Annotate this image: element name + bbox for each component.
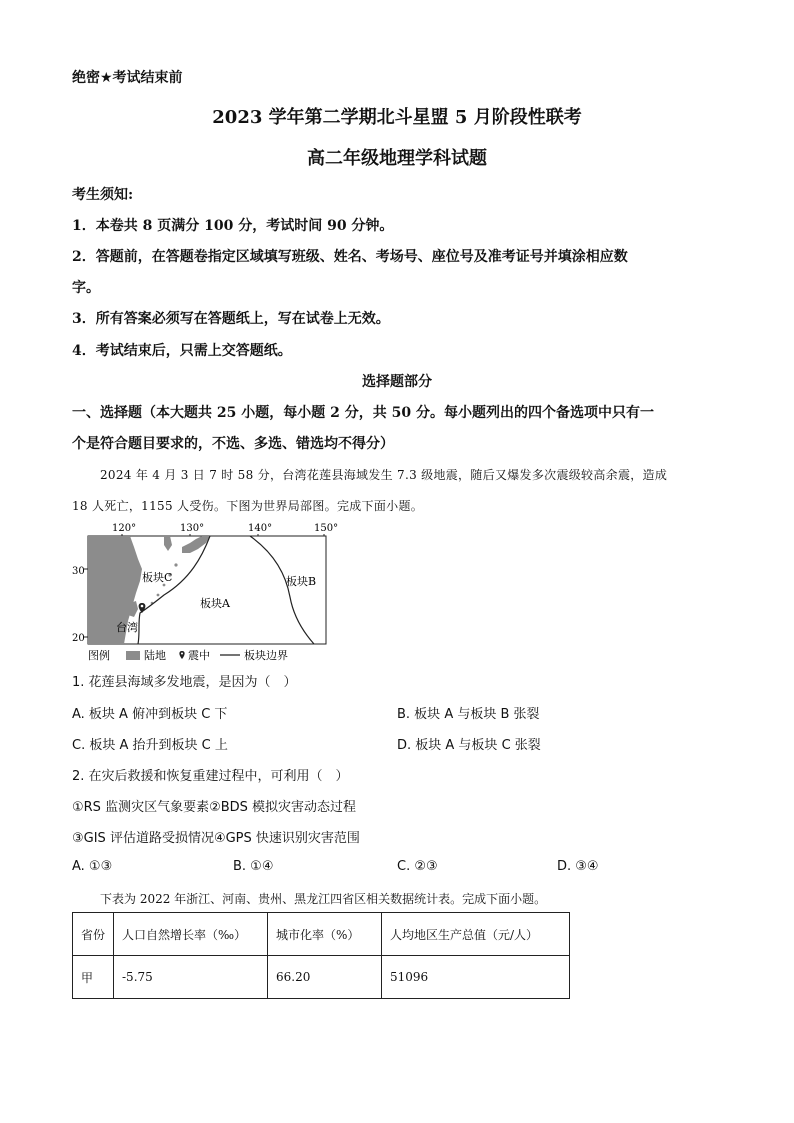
table-cell: 51096 — [382, 956, 570, 999]
page-title: 2023 学年第二学期北斗星盟 5 月阶段性联考 — [212, 107, 582, 128]
q1-option-b[interactable]: B. 板块 A 与板块 B 张裂 — [397, 707, 540, 722]
legend-title: 图例 — [88, 649, 110, 662]
q1-option-a[interactable]: A. 板块 A 俯冲到板块 C 下 — [72, 707, 228, 722]
q1-option-c[interactable]: C. 板块 A 抬升到板块 C 上 — [72, 738, 228, 753]
plate-b-label: 板块B — [286, 575, 317, 588]
page-subtitle: 高二年级地理学科试题 — [307, 148, 487, 169]
legend-boundary-label: 板块边界 — [244, 649, 288, 662]
passage-1-line-1: 2024 年 4 月 3 日 7 时 58 分，台湾花莲县海域发生 7.3 级地震，随后又爆发多次震级较高余震，造成 — [100, 468, 668, 482]
notice-item-2-cont: 字。 — [72, 280, 100, 296]
table-cell: 66.20 — [268, 956, 382, 999]
q1-option-d[interactable]: D. 板块 A 与板块 C 张裂 — [397, 738, 541, 753]
notice-item-3: 3．所有答案必须写在答题纸上，写在试卷上无效。 — [72, 311, 390, 327]
table-header-row — [73, 913, 570, 956]
plate-c-label: 板块C — [142, 571, 173, 584]
table-row — [73, 956, 570, 999]
lat-label-20: 20 — [72, 633, 85, 644]
lon-label-150: 150° — [314, 523, 339, 534]
notice-item-4: 4．考试结束后，只需上交答题纸。 — [72, 343, 292, 359]
plate-a-label: 板块A — [200, 597, 230, 610]
q2-choices-line-1: ①RS 监测灾区气象要素②BDS 模拟灾害动态过程 — [72, 800, 357, 815]
section-heading-cont: 个是符合题目要求的，不选、多选、错选均不得分） — [72, 436, 394, 452]
notice-item-2: 2．答题前，在答题卷指定区域填写班级、姓名、考场号、座位号及准考证号并填涂相应数 — [72, 249, 628, 265]
q2-option-a[interactable]: A. ①③ — [72, 859, 113, 874]
q2-option-b[interactable]: B. ①④ — [233, 859, 274, 874]
table-cell: -5.75 — [114, 956, 268, 999]
notice-item-1: 1．本卷共 8 页满分 100 分，考试时间 90 分钟。 — [72, 218, 394, 234]
section-part-title: 选择题部分 — [362, 374, 432, 390]
plate-map — [64, 517, 344, 665]
notice-heading: 考生须知: — [72, 187, 134, 203]
lon-label-120: 120° — [112, 523, 137, 534]
passage-2-line-1: 下表为 2022 年浙江、河南、贵州、黑龙江四省区相关数据统计表。完成下面小题。 — [100, 892, 547, 906]
legend-epicenter-icon — [179, 651, 184, 659]
legend-land-label: 陆地 — [144, 649, 166, 662]
passage-1-line-2: 18 人死亡，1155 人受伤。下图为世界局部图。完成下面小题。 — [72, 499, 424, 513]
section-heading: 一、选择题（本大题共 25 小题，每小题 2 分，共 50 分。每小题列出的四个备选项中只有一 — [72, 405, 654, 421]
lon-label-140: 140° — [248, 523, 273, 534]
secret-label: 绝密★考试结束前 — [72, 70, 183, 86]
table-cell: 甲 — [73, 956, 114, 999]
table-header-cell: 省份 — [73, 913, 114, 956]
lat-label-30: 30 — [72, 566, 85, 577]
table-header-cell: 城市化率（%） — [268, 913, 382, 956]
table-header-cell: 人口自然增长率（‰） — [114, 913, 268, 956]
data-table — [72, 912, 570, 999]
q2-option-c[interactable]: C. ②③ — [397, 859, 438, 874]
taiwan-label: 台湾 — [116, 621, 138, 634]
lon-label-130: 130° — [180, 523, 205, 534]
q2-option-d[interactable]: D. ③④ — [557, 859, 599, 874]
q2-choices-line-2: ③GIS 评估道路受损情况④GPS 快速识别灾害范围 — [72, 831, 360, 846]
legend-epicenter-label: 震中 — [188, 649, 210, 662]
q2-stem: 2. 在灾后救援和恢复重建过程中，可利用（ ） — [72, 769, 349, 784]
table-header-cell: 人均地区生产总值（元/人） — [382, 913, 570, 956]
legend-land-swatch — [126, 651, 140, 660]
q1-stem: 1. 花莲县海域多发地震，是因为（ ） — [72, 675, 297, 690]
